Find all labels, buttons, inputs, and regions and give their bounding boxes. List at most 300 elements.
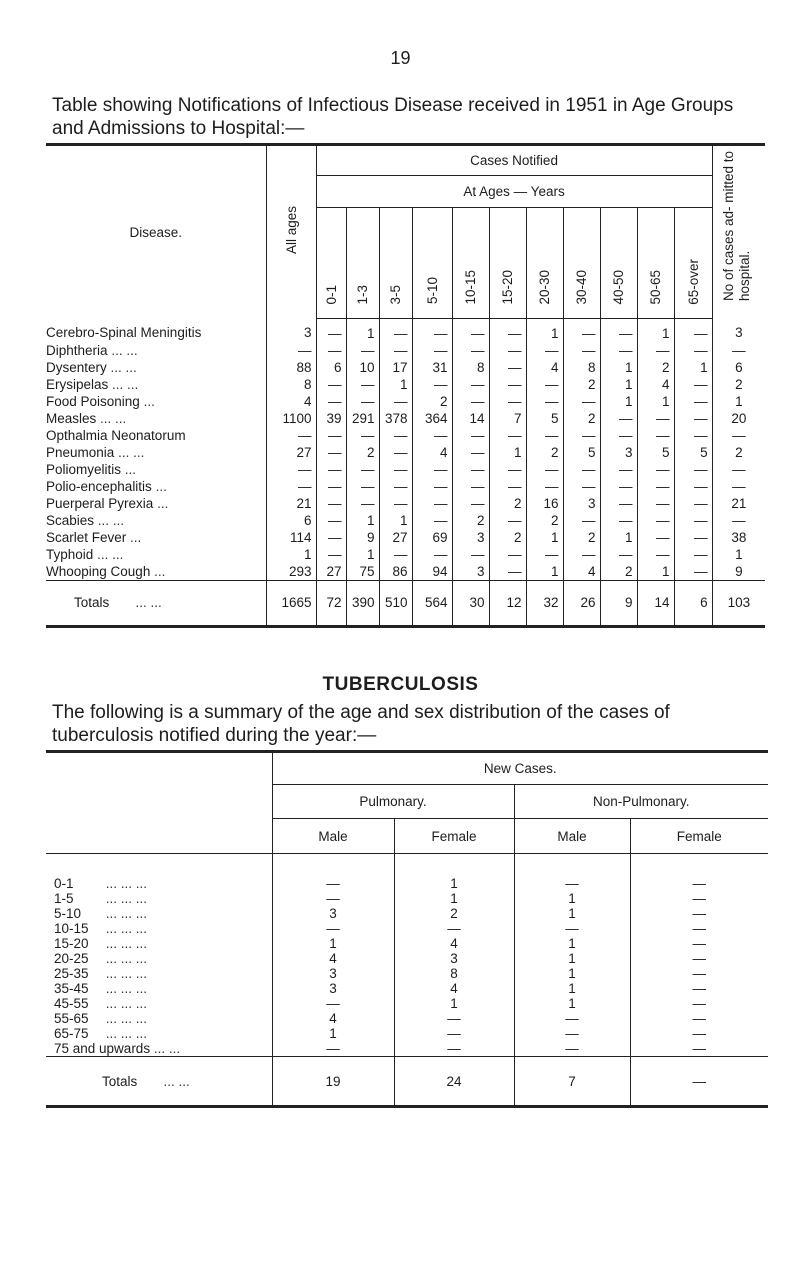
age-value: 2 [526,512,563,529]
age-header-4: 10-15 [452,207,489,318]
age-value: — [316,427,346,444]
age-value: — [674,529,712,546]
hospital-value: 9 [735,563,743,579]
age-value: — [563,461,600,478]
age-value: — [600,512,637,529]
pulmonary-female-value: 4 [394,981,514,996]
disease-label: Scabies [46,512,95,528]
non-pulmonary-female-value: — [692,921,707,936]
disease-label: Polio-encephalitis [46,478,152,494]
age-value: — [489,342,526,359]
total-hospital: 103 [712,580,765,626]
age-value: 2 [452,512,489,529]
tb-age-row [46,996,768,1011]
age-value: 2 [412,393,452,410]
age-value: — [563,318,600,342]
tb-totals-row [46,1057,768,1107]
age-value: 31 [412,359,452,376]
age-value: — [526,376,563,393]
age-value: — [316,376,346,393]
age-value: 39 [316,410,346,427]
total-all-ages: 1665 [266,580,316,626]
all-ages-value: 4 [266,393,316,410]
age-value: — [412,546,452,563]
age-value: 5 [563,444,600,461]
disease-row [46,512,765,529]
non-pulmonary-female-value: — [692,891,707,906]
non-pulmonary-male-value: 1 [514,996,630,1011]
tb-age-label: 75 and upwards [54,1041,151,1056]
age-value: — [346,342,379,359]
pulmonary-female-value: 2 [394,906,514,921]
age-value: — [489,461,526,478]
tb-age-label: 20-25 [54,951,89,966]
hospital-value: 38 [731,529,747,545]
tb-age-row [46,1026,768,1041]
age-value: 5 [637,444,674,461]
age-value: 2 [489,495,526,512]
leader-dots: ... ... [118,444,145,460]
disease-row [46,444,765,461]
leader-dots: ... ... ... [105,906,148,921]
disease-label: Whooping Cough [46,563,151,579]
age-value: — [600,318,637,342]
disease-label: Pneumonia [46,444,115,460]
age-value: — [412,512,452,529]
leader-dots: ... ... [112,376,139,392]
leader-dots: ... ... [135,595,162,610]
age-value: — [489,546,526,563]
non-pulmonary-male-value: 1 [514,906,630,921]
age-value: 1 [600,529,637,546]
age-value: — [674,495,712,512]
age-value: 2 [563,410,600,427]
age-value: — [316,444,346,461]
infectious-table-caption: Table showing Notifications of Infectious Disease received in 1951 in Age Groups and Admissions to Hospital:— [52,95,734,139]
tb-age-label: 5-10 [54,906,82,921]
leader-dots: ... ... ... [105,936,148,951]
age-value: 9 [346,529,379,546]
age-value: — [316,529,346,546]
disease-row [46,546,765,563]
disease-row [46,478,765,495]
age-value: 4 [412,444,452,461]
tb-age-group [46,891,272,906]
age-value: 94 [412,563,452,581]
pulmonary-male-value: 4 [272,951,394,966]
all-ages-value: 1100 [266,410,316,427]
age-value: 69 [412,529,452,546]
age-value: — [346,393,379,410]
age-value: — [412,478,452,495]
tb-age-row [46,966,768,981]
tb-age-label: 45-55 [54,996,89,1011]
age-value: 16 [526,495,563,512]
hospital-value: 1 [735,393,743,409]
age-value: — [379,342,412,359]
age-value: 1 [600,359,637,376]
total-age-value: 14 [637,580,674,626]
leader-dots: ... [130,529,142,545]
leader-dots: ... ... ... [105,921,148,936]
disease-label: Puerperal Pyrexia [46,495,154,511]
age-value: — [637,495,674,512]
hospital-value: — [732,427,746,443]
disease-name [46,495,266,512]
age-value: — [452,376,489,393]
disease-label: Typhoid [46,546,94,562]
leader-dots: ... ... ... [105,891,148,906]
all-ages-header [266,145,316,319]
pulmonary-male-value: 3 [272,966,394,981]
non-pulmonary-male-value: 1 [514,936,630,951]
total-age-value: 30 [452,580,489,626]
non-pulmonary-female-value: — [692,966,707,981]
total-age-value: 390 [346,580,379,626]
tb-age-row [46,936,768,951]
age-value: 378 [379,410,412,427]
tb-age-group [46,1041,272,1057]
age-value: — [674,546,712,563]
disease-row [46,359,765,376]
age-value: — [637,478,674,495]
disease-row [46,410,765,427]
pulmonary-female-value: 1 [394,854,514,892]
age-value: 1 [526,563,563,581]
age-value: 2 [563,376,600,393]
tb-age-label: 0-1 [54,876,74,891]
age-value: 17 [379,359,412,376]
age-value: — [489,563,526,581]
age-value: — [452,546,489,563]
tb-age-group [46,936,272,951]
disease-label: Erysipelas [46,376,109,392]
age-value: 3 [452,563,489,581]
age-value: — [346,376,379,393]
age-value: — [412,427,452,444]
age-value: 1 [600,393,637,410]
leader-dots: ... ... [153,1041,181,1056]
tuberculosis-table [46,750,768,1108]
age-value: 75 [346,563,379,581]
age-value: — [674,342,712,359]
all-ages-value: — [266,427,316,444]
tb-non-pulmonary-header: Non-Pulmonary. [514,785,768,819]
all-ages-value: 114 [266,529,316,546]
age-value: 364 [412,410,452,427]
age-value: — [316,461,346,478]
age-value: — [637,529,674,546]
age-value: — [452,478,489,495]
age-value: — [674,512,712,529]
non-pulmonary-female-value: — [692,936,707,951]
age-header-8: 40-50 [600,207,637,318]
age-value: — [600,410,637,427]
age-header-6: 20-30 [526,207,563,318]
tuberculosis-caption: The following is a summary of the age and sex distribution of the cases of tuberculosis notified during the year:— [52,702,670,746]
tb-totals-label-cell [46,1057,272,1107]
age-header-0: 0-1 [316,207,346,318]
tb-age-label: 55-65 [54,1011,89,1026]
tb-non-pulmonary-female-header: Female [630,819,768,854]
pulmonary-female-value: — [394,1041,514,1057]
tb-age-group [46,854,272,892]
age-value: — [412,495,452,512]
age-value: — [346,461,379,478]
age-value: 2 [563,529,600,546]
age-value: — [412,318,452,342]
tb-age-row [46,1041,768,1057]
age-value: — [489,427,526,444]
age-value: — [316,393,346,410]
tb-age-group [46,1026,272,1041]
age-value: 4 [563,563,600,581]
disease-row [46,393,765,410]
tb-age-group [46,981,272,996]
non-pulmonary-female-value: — [692,906,707,921]
total-age-value: 32 [526,580,563,626]
age-value: — [563,342,600,359]
pulmonary-male-value: — [272,1041,394,1057]
leader-dots: ... ... ... [105,996,148,1011]
age-value: — [637,461,674,478]
disease-label: Measles [46,410,97,426]
hospital-header-text: No of cases ad- mitted to hospital. [720,150,752,301]
age-value: 4 [637,376,674,393]
disease-row [46,563,765,581]
all-ages-value: 3 [266,318,316,342]
tb-new-cases-header: New Cases. [272,752,768,785]
age-value: — [563,478,600,495]
age-value: 1 [637,318,674,342]
tb-age-group [46,906,272,921]
age-value: — [637,342,674,359]
tb-age-label: 35-45 [54,981,89,996]
tb-age-row [46,981,768,996]
age-value: 3 [600,444,637,461]
disease-name [46,546,266,563]
age-value: 1 [637,393,674,410]
pulmonary-male-value: — [272,921,394,936]
page-number: 19 [390,48,411,68]
non-pulmonary-male-value: 1 [514,981,630,996]
total-age-value: 9 [600,580,637,626]
tb-age-row [46,951,768,966]
tb-age-header [46,752,272,854]
age-value: — [452,444,489,461]
leader-dots: ... ... [97,546,124,562]
non-pulmonary-male-value: — [514,1026,630,1041]
non-pulmonary-female-value: — [692,996,707,1011]
age-value: — [637,512,674,529]
leader-dots: ... [155,478,167,494]
age-value: — [489,359,526,376]
disease-name [46,376,266,393]
age-value: — [412,376,452,393]
age-value: — [379,461,412,478]
age-value: 6 [316,359,346,376]
age-value: — [563,546,600,563]
age-value: — [379,318,412,342]
age-value: 2 [637,359,674,376]
all-ages-value: — [266,478,316,495]
age-value: 1 [379,512,412,529]
tb-pulmonary-male-header: Male [272,819,394,854]
tb-age-row [46,854,768,892]
non-pulmonary-female-value: — [692,951,707,966]
at-ages-header: At Ages — Years [316,176,712,207]
age-value: — [674,563,712,581]
age-value: 291 [346,410,379,427]
all-ages-value: 21 [266,495,316,512]
age-value: 5 [526,410,563,427]
pulmonary-female-value: — [394,1026,514,1041]
disease-name [46,359,266,376]
leader-dots: ... ... ... [105,1026,148,1041]
age-value: — [637,427,674,444]
disease-label: Diphtheria [46,342,108,358]
age-value: — [316,478,346,495]
disease-name [46,342,266,359]
age-value: — [489,512,526,529]
age-value: 1 [346,318,379,342]
all-ages-value: — [266,461,316,478]
totals-label: Totals [74,595,110,610]
tb-pulmonary-female-header: Female [394,819,514,854]
total-pulmonary-male-value: 19 [272,1057,394,1107]
leader-dots: ... ... ... [105,876,148,891]
disease-name [46,427,266,444]
infectious-disease-table [46,143,765,628]
age-value: — [379,546,412,563]
disease-name [46,393,266,410]
age-value: 1 [489,444,526,461]
pulmonary-female-value: 1 [394,891,514,906]
hospital-value: — [732,512,746,528]
hospital-header [712,145,765,319]
age-value: — [526,478,563,495]
non-pulmonary-female-value: — [692,876,707,891]
total-age-value: 510 [379,580,412,626]
age-value: — [489,376,526,393]
hospital-value: 2 [735,444,743,460]
age-value: — [526,342,563,359]
age-value: — [379,478,412,495]
age-value: — [526,546,563,563]
age-value: 27 [379,529,412,546]
age-value: 1 [346,512,379,529]
age-value: 4 [526,359,563,376]
age-value: 14 [452,410,489,427]
tb-age-label: 1-5 [54,891,74,906]
non-pulmonary-female-value: — [692,981,707,996]
age-value: — [674,393,712,410]
age-value: — [452,318,489,342]
tb-age-row [46,1011,768,1026]
disease-label: Poliomyelitis [46,461,122,477]
disease-row [46,342,765,359]
leader-dots: ... ... [111,342,138,358]
leader-dots: ... [154,563,166,579]
age-value: 3 [452,529,489,546]
age-value: — [674,427,712,444]
tb-age-label: 65-75 [54,1026,89,1041]
totals-row [46,580,765,626]
age-value: — [379,427,412,444]
age-value: — [379,393,412,410]
age-header-7: 30-40 [563,207,600,318]
disease-row [46,318,765,342]
age-value: — [600,478,637,495]
pulmonary-female-value: 8 [394,966,514,981]
non-pulmonary-female-value: — [692,1026,707,1041]
age-value: — [452,393,489,410]
age-value: 2 [346,444,379,461]
age-value: 1 [379,376,412,393]
age-value: — [526,427,563,444]
disease-name [46,512,266,529]
tb-pulmonary-header: Pulmonary. [272,785,514,819]
age-value: — [316,342,346,359]
age-value: — [563,427,600,444]
totals-label-cell [46,580,266,626]
non-pulmonary-male-value: 1 [514,951,630,966]
leader-dots: ... ... ... [105,1011,148,1026]
non-pulmonary-male-value: — [514,1011,630,1026]
total-age-value: 564 [412,580,452,626]
all-ages-value: 8 [266,376,316,393]
leader-dots: ... ... ... [105,981,148,996]
total-age-value: 12 [489,580,526,626]
tb-age-row [46,921,768,936]
leader-dots: ... [124,461,137,477]
disease-name [46,478,266,495]
total-age-value: 26 [563,580,600,626]
pulmonary-female-value: — [394,1011,514,1026]
hospital-value: 21 [731,495,747,511]
disease-label: Food Poisoning [46,393,140,409]
age-header-3: 5-10 [412,207,452,318]
age-value: 1 [526,318,563,342]
tuberculosis-heading: TUBERCULOSIS [322,674,479,695]
leader-dots: ... ... [163,1073,190,1089]
tb-age-group [46,1011,272,1026]
disease-name [46,461,266,478]
pulmonary-male-value: 3 [272,906,394,921]
all-ages-value: 88 [266,359,316,376]
disease-name [46,444,266,461]
leader-dots: ... [143,393,155,409]
age-value: 2 [526,444,563,461]
disease-name [46,563,266,581]
age-value: 1 [526,529,563,546]
age-value: — [674,461,712,478]
age-header-10: 65-over [674,207,712,318]
leader-dots: ... ... [97,512,125,528]
pulmonary-male-value: — [272,996,394,1011]
age-value: — [316,512,346,529]
age-value: — [379,495,412,512]
age-value: 8 [452,359,489,376]
all-ages-value: 293 [266,563,316,581]
age-value: — [412,461,452,478]
non-pulmonary-female-value: — [692,1011,707,1026]
age-header-2: 3-5 [379,207,412,318]
disease-row [46,376,765,393]
pulmonary-male-value: — [272,854,394,892]
age-header-9: 50-65 [637,207,674,318]
tb-totals-label: Totals [102,1073,138,1089]
